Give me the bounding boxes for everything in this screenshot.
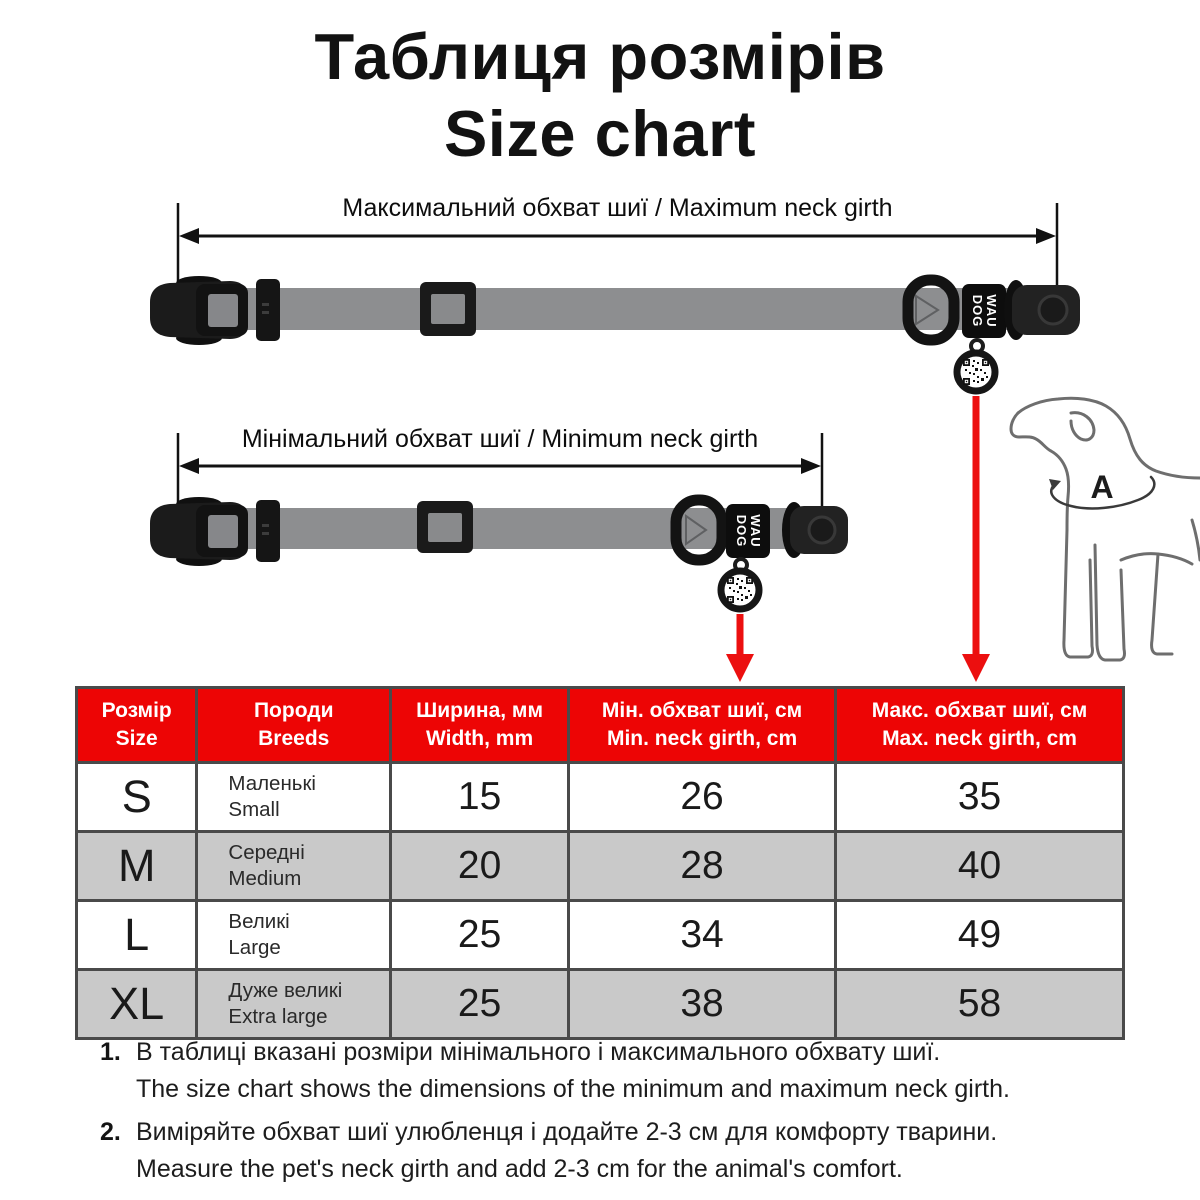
size-cell: M	[77, 832, 197, 901]
brand-tag-text: DOG	[734, 514, 749, 548]
arrow-right-icon	[1036, 228, 1056, 244]
min-girth-label: Мінімальний обхват шиї / Minimum neck girth	[241, 425, 759, 453]
size-table	[75, 686, 1125, 1040]
footnote-2	[100, 1114, 1140, 1188]
header-breeds: Породи Breeds	[197, 688, 391, 763]
dog-illustration	[1011, 398, 1200, 660]
footnote-text-en: Measure the pet's neck girth and add 2-3 cm for the animal's comfort.	[136, 1155, 903, 1183]
dog-ear	[1071, 413, 1094, 440]
min-girth-cell: 34	[569, 901, 836, 970]
red-pointer-max	[962, 396, 990, 682]
snap-button	[809, 517, 835, 543]
length-adjuster	[420, 282, 476, 336]
brand-tag-text: DOG	[970, 294, 985, 328]
snap-button	[1039, 296, 1067, 324]
table-row	[77, 901, 1124, 970]
red-pointer-min	[726, 614, 754, 682]
neck-measure-label: A	[1090, 469, 1114, 505]
footnote-1	[100, 1034, 1140, 1108]
breed-cell: Великі Large	[197, 901, 391, 970]
page-title-en: Size chart	[443, 97, 757, 170]
min-girth-cell: 38	[569, 970, 836, 1039]
keeper	[256, 500, 280, 562]
min-girth-cell: 26	[569, 763, 836, 832]
length-adjuster	[417, 501, 473, 553]
footnote-number: 1.	[100, 1038, 121, 1066]
arrow-left-icon	[179, 228, 199, 244]
arrow-left-icon	[179, 458, 199, 474]
buckle	[150, 497, 248, 566]
brand-tag-text: WAU	[984, 294, 999, 328]
max-girth-cell: 40	[836, 832, 1124, 901]
header-min-girth: Мін. обхват шиї, см Min. neck girth, cm	[569, 688, 836, 763]
qr-medal	[721, 559, 759, 609]
arrow-down-icon	[962, 654, 990, 682]
width-cell: 20	[391, 832, 569, 901]
brand-tag	[962, 284, 1006, 338]
header-max-girth: Макс. обхват шиї, см Max. neck girth, cm	[836, 688, 1124, 763]
table-row	[77, 763, 1124, 832]
brand-tag-text: WAU	[748, 514, 763, 548]
table-row	[77, 832, 1124, 901]
collar-short	[150, 497, 848, 609]
arrow-right-icon	[801, 458, 821, 474]
arrow-down-icon	[726, 654, 754, 682]
footnote-text	[130, 1034, 1010, 1108]
size-cell: L	[77, 901, 197, 970]
header-width: Ширина, мм Width, mm	[391, 688, 569, 763]
footnote-text-uk: В таблиці вказані розміри мінімального і максимального обхвату шиї.	[136, 1038, 941, 1066]
size-cell: XL	[77, 970, 197, 1039]
footnotes	[100, 1034, 1140, 1194]
breed-cell: Середні Medium	[197, 832, 391, 901]
max-girth-label: Максимальний обхват шиї / Maximum neck girth	[342, 194, 893, 222]
buckle	[150, 276, 248, 345]
table-header-row	[77, 688, 1124, 763]
breed-cell: Дуже великі Extra large	[197, 970, 391, 1039]
footnote-number: 2.	[100, 1118, 121, 1146]
breed-cell: Маленькі Small	[197, 763, 391, 832]
collar-long	[150, 276, 1080, 391]
width-cell: 15	[391, 763, 569, 832]
brand-tag	[726, 504, 770, 558]
page-title-uk: Таблиця розмірів	[314, 20, 886, 93]
width-cell: 25	[391, 970, 569, 1039]
footnote-text-uk: Виміряйте обхват шиї улюбленця і додайте 2-3 см для комфорту тварини.	[136, 1118, 998, 1146]
min-girth-cell: 28	[569, 832, 836, 901]
max-girth-cell: 49	[836, 901, 1124, 970]
end-cap	[782, 502, 848, 558]
keeper	[256, 279, 280, 341]
header-size: Розмір Size	[77, 688, 197, 763]
end-cap	[1004, 280, 1080, 340]
max-girth-cell: 58	[836, 970, 1124, 1039]
table-row	[77, 970, 1124, 1039]
size-cell: S	[77, 763, 197, 832]
max-girth-cell: 35	[836, 763, 1124, 832]
footnote-text	[130, 1114, 997, 1188]
width-cell: 25	[391, 901, 569, 970]
qr-medal	[957, 340, 995, 391]
page-title	[0, 18, 1200, 172]
footnote-text-en: The size chart shows the dimensions of the minimum and maximum neck girth.	[136, 1075, 1010, 1103]
